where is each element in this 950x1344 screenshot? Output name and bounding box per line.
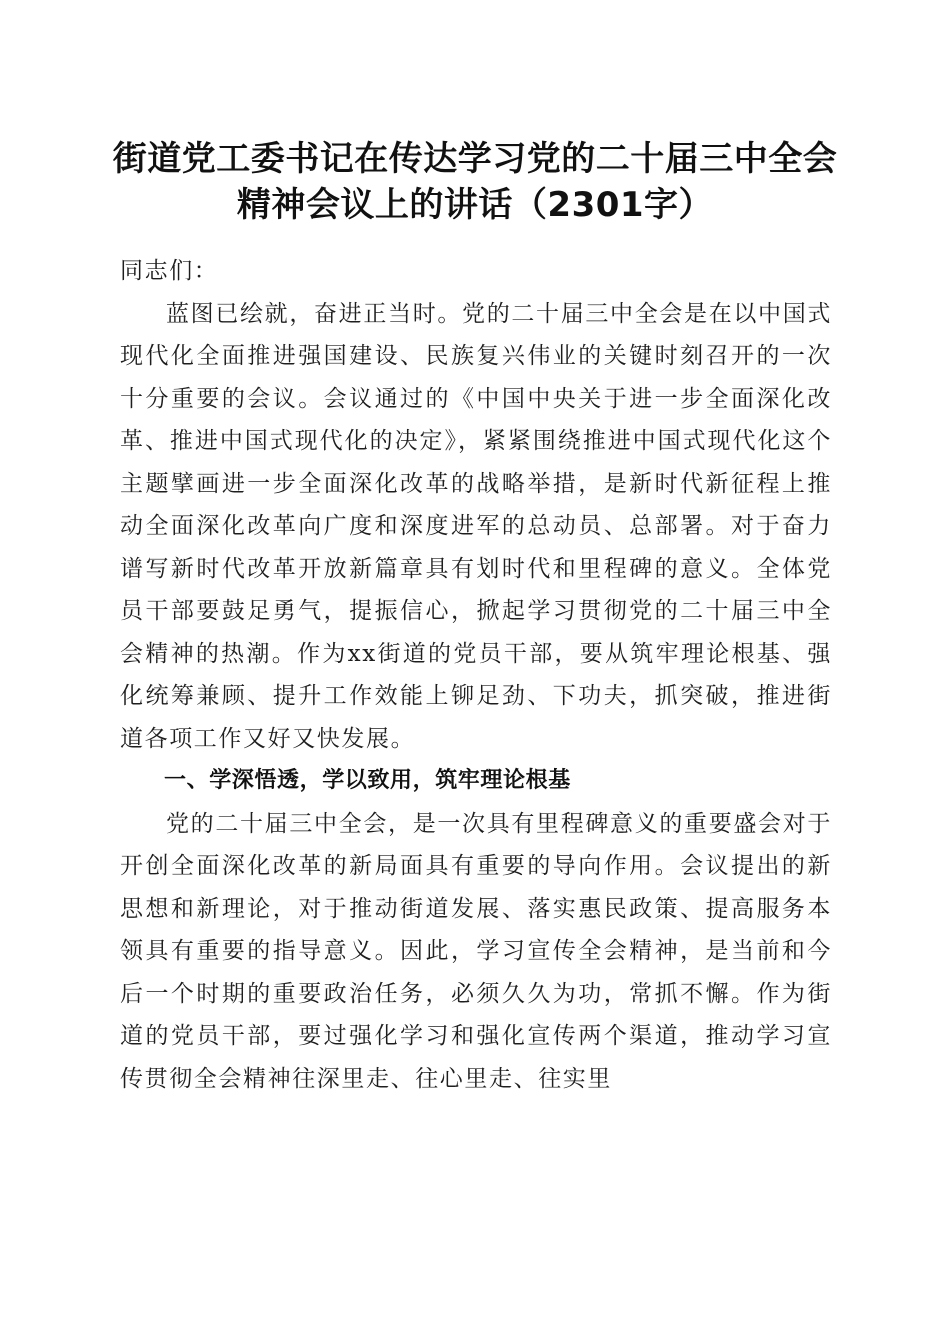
- intro-paragraph: 蓝图已绘就，奋进正当时。党的二十届三中全会是在以中国式现代化全面推进强国建设、民族复兴伟业的关键时刻召开的一次十分重要的会议。会议通过的《中国中央关于进一步全面深化改革、推进中国式现代化的决定》，紧紧围绕推进中国式现代化这个主题擘画进一步全面深化改革的战略举措，是新时代新征程上推动全面深化改革向广度和深度进军的总动员、总部署。对于奋力谱写新时代改革开放新篇章具有划时代和里程碑的意义。全体党员干部要鼓足勇气，提振信心，掀起学习贯彻党的二十届三中全会精神的热潮。作为xx街道的党员干部，要从筑牢理论根基、强化统筹兼顾、提升工作效能上铆足劲、下功夫，抓突破，推进街道各项工作又好又快发展。: [120, 300, 832, 752]
- document-title: 街道党工委书记在传达学习党的二十届三中全会精神会议上的讲话（2301字）: [112, 139, 838, 225]
- section-heading: 一、学深悟透，学以致用，筑牢理论根基: [164, 768, 571, 793]
- section-paragraph: 党的二十届三中全会，是一次具有里程碑意义的重要盛会对于开创全面深化改革的新局面具有重要的导向作用。会议提出的新思想和新理论，对于推动街道发展、落实惠民政策、提高服务本领具有重要的指导意义。因此，学习宣传全会精神，是当前和今后一个时期的重要政治任务，必须久久为功，常抓不懈。作为街道的党员干部，要过强化学习和强化宣传两个渠道，推动学习宣传贯彻全会精神往深里走、往心里走、往实里: [120, 810, 832, 1092]
- document-body: [120, 250, 832, 1100]
- salutation: 同志们：: [120, 258, 219, 284]
